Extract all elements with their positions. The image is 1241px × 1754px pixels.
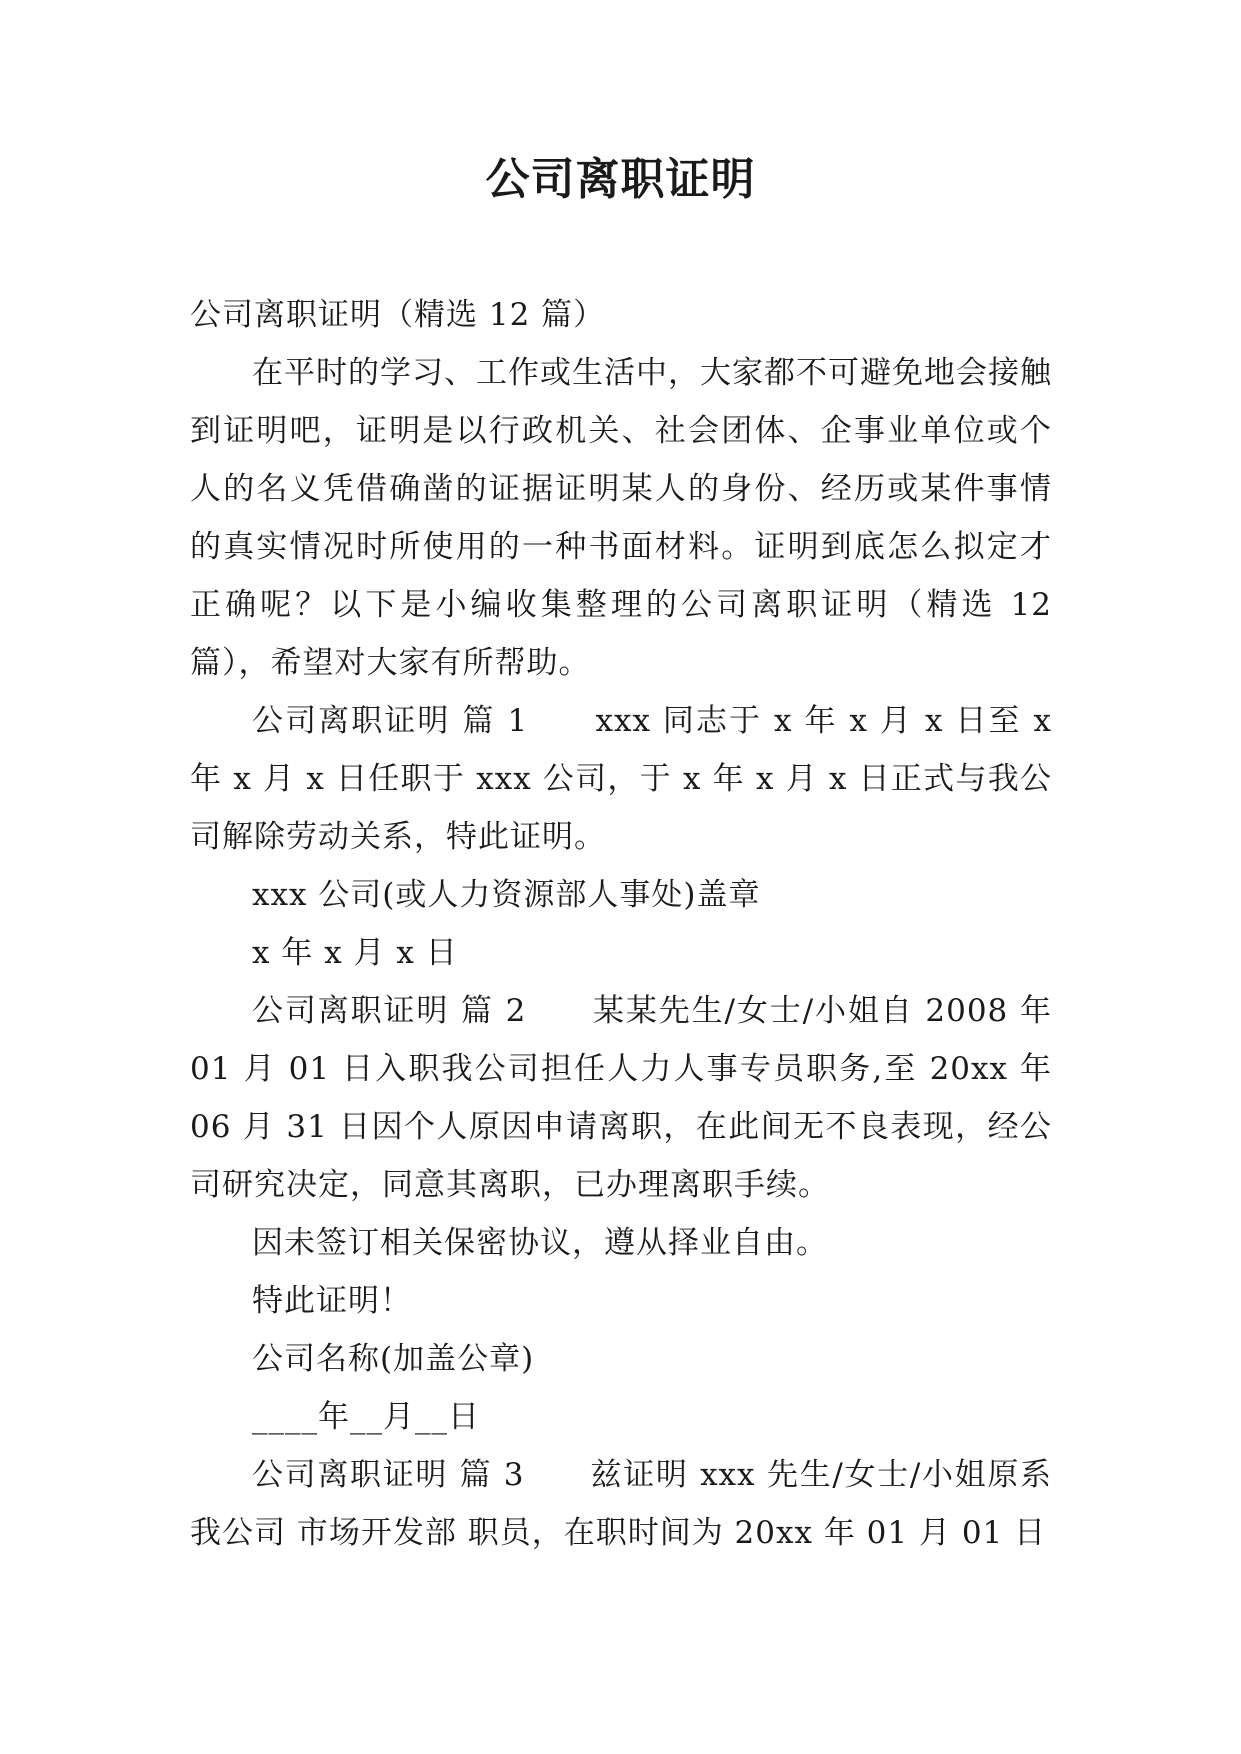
paragraph-seal-1: xxx 公司(或人力资源部人事处)盖章 bbox=[252, 877, 761, 913]
paragraph-date-1: x 年 x 月 x 日 bbox=[252, 935, 458, 971]
paragraph-date-blank: ____年__月__日 bbox=[252, 1399, 480, 1435]
paragraph-company-seal: 公司名称(加盖公章) bbox=[252, 1341, 535, 1377]
paragraph-section-2: 公司离职证明 篇 2 某某先生/女士/小姐自 2008 年 01 月 01 日入职我公司担任人力人事专员职务,至 20xx 年 06 月 31 日因个人原因申请离职，在此间无不良表现，经公司研究决定，同意其离职，已办理离职手续。 bbox=[190, 993, 1052, 1203]
paragraph-hereby-certify: 特此证明！ bbox=[252, 1283, 412, 1319]
paragraph-section-3: 公司离职证明 篇 3 兹证明 xxx 先生/女士/小姐原系我公司 市场开发部 职员，在职时间为 20xx 年 01 月 01 日 bbox=[190, 1457, 1052, 1551]
paragraph-subtitle: 公司离职证明（精选 12 篇） bbox=[190, 297, 606, 333]
paragraph-intro: 在平时的学习、工作或生活中，大家都不可避免地会接触到证明吧，证明是以行政机关、社会团体、企事业单位或个人的名义凭借确凿的证据证明某人的身份、经历或某件事情的真实情况时所使用的一种书面材料。证明到底怎么拟定才正确呢？以下是小编收集整理的公司离职证明（精选 12 篇），希望对大家有所帮助。 bbox=[190, 355, 1052, 681]
document-body bbox=[190, 286, 1052, 1562]
document-title: 公司离职证明 bbox=[485, 154, 756, 205]
paragraph-section-1: 公司离职证明 篇 1 xxx 同志于 x 年 x 月 x 日至 x 年 x 月 x 日任职于 xxx 公司，于 x 年 x 月 x 日正式与我公司解除劳动关系，特此证明。 bbox=[190, 703, 1053, 855]
paragraph-confidentiality: 因未签订相关保密协议，遵从择业自由。 bbox=[252, 1225, 828, 1261]
